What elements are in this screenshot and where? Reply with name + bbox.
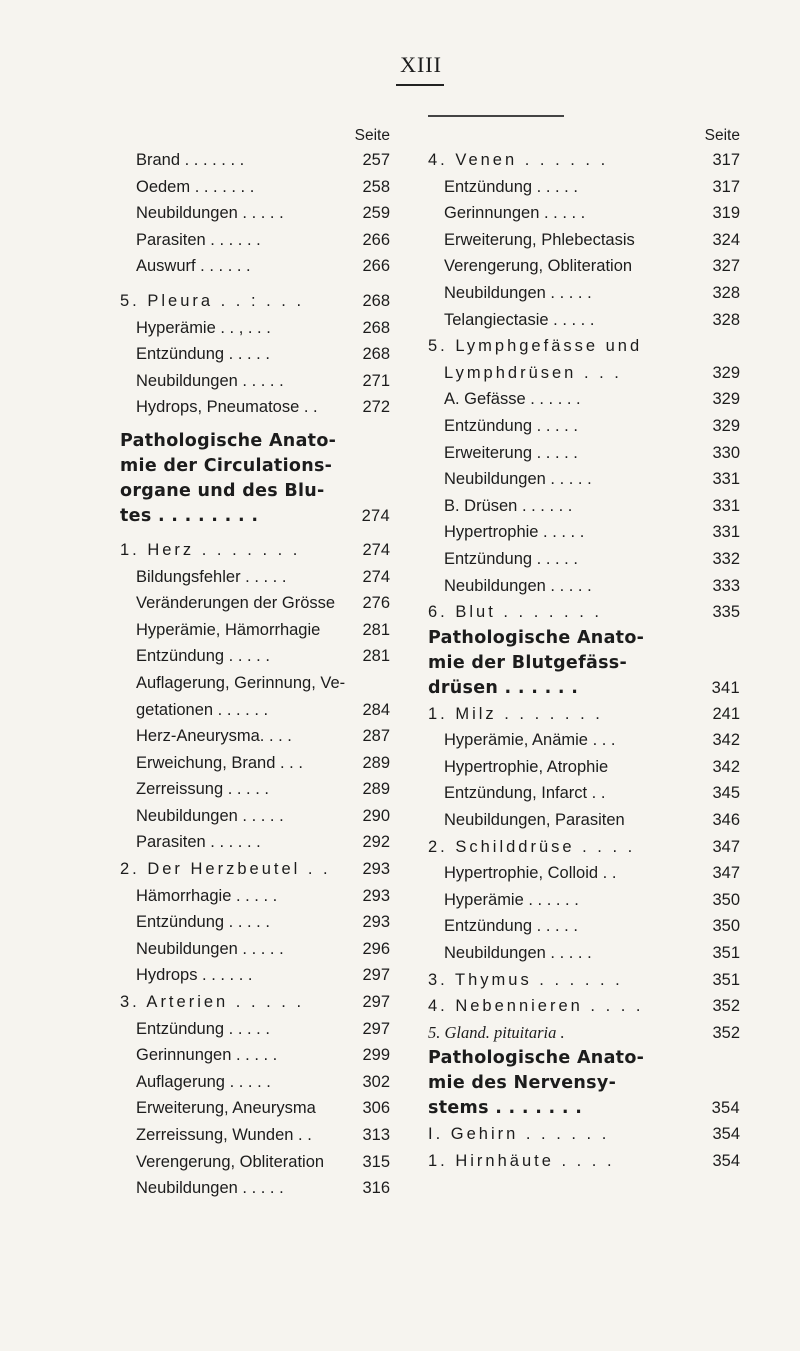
toc-entry [428, 834, 740, 861]
spacer [120, 280, 390, 288]
page-ref: 342 [712, 731, 740, 750]
page-ref: 317 [712, 151, 740, 169]
entry-label: Neubildungen . . . . . [136, 1179, 284, 1198]
entry-label: 4. Venen . . . . . . [428, 151, 609, 169]
page-ref: 352 [712, 997, 740, 1016]
toc-entry [428, 967, 740, 994]
section-heading-line: organe und des Blu- [120, 480, 325, 501]
page-ref: 290 [362, 806, 390, 825]
entry-label: 3. Thymus . . . . . . [428, 970, 623, 989]
page-ref: 329 [712, 390, 740, 409]
entry-label: Neubildungen, Parasiten [444, 811, 625, 830]
page-ref: 293 [362, 860, 390, 879]
entry-label: Neubildungen . . . . . [444, 944, 592, 963]
spacer [120, 529, 390, 537]
toc-subentry [120, 1069, 390, 1096]
page-column-header: Seite [354, 127, 390, 144]
page-ref: 258 [362, 177, 390, 196]
toc-subentry [428, 413, 740, 440]
toc-subentry [428, 227, 740, 254]
toc-entry [120, 989, 390, 1016]
toc-subentry [428, 519, 740, 546]
toc-subentry [428, 466, 740, 493]
right-column [428, 125, 740, 1175]
page-ref: 313 [362, 1126, 390, 1144]
page-ref: 342 [712, 757, 740, 776]
toc-subentry [120, 315, 390, 342]
toc-subentry [428, 940, 740, 967]
entry-label: Auflagerung, Gerinnung, Ve- [136, 673, 346, 692]
page-ref: 335 [712, 603, 740, 622]
page-ref: 331 [712, 523, 740, 542]
spacer [120, 421, 390, 429]
toc-subentry [428, 280, 740, 307]
toc-subentry [428, 913, 740, 940]
page-ref: 299 [362, 1046, 390, 1065]
entry-label: Neubildungen . . . . . [136, 371, 284, 390]
toc-subentry [428, 780, 740, 807]
page-ref: 276 [362, 594, 390, 613]
page-ref: 329 [712, 416, 740, 435]
entry-label: 5. Pleura . . : . . . [120, 291, 305, 310]
page-ref: 289 [362, 780, 390, 799]
page-ref: 316 [362, 1179, 390, 1198]
entry-label: Auswurf . . . . . . [136, 257, 251, 276]
page-ref: 274 [362, 567, 390, 586]
entry-label: 2. Der Herzbeutel . . [120, 860, 331, 879]
toc-subentry [428, 754, 740, 781]
entry-label: Hydrops, Pneumatose . . [136, 398, 318, 417]
page-ref: 327 [712, 257, 740, 276]
toc-subentry [120, 590, 390, 617]
section-heading-line: mie der Blutgefäss- [428, 652, 628, 673]
page-ref: 347 [712, 864, 740, 883]
page-ref: 351 [712, 970, 740, 989]
page-ref: 317 [712, 177, 740, 196]
section-heading-line: mie der Circulations- [120, 455, 333, 476]
section-heading [428, 626, 740, 701]
entry-label: 1. Hirnhäute . . . . [428, 1152, 615, 1170]
toc-subentry [120, 670, 390, 697]
page-ref: 332 [712, 549, 740, 568]
entry-label: 1. Milz . . . . . . . [428, 704, 603, 723]
toc-subentry [120, 909, 390, 936]
toc-subentry [120, 368, 390, 395]
entry-label: Gerinnungen . . . . . [136, 1046, 278, 1065]
entry-label: Hypertrophie . . . . . [444, 523, 585, 542]
toc-subentry [428, 493, 740, 520]
entry-label: Hyperämie . . , . . . [136, 318, 271, 337]
page-ref: 354 [712, 1152, 740, 1170]
toc-subentry [120, 147, 390, 174]
toc-subentry [428, 573, 740, 600]
entry-label: Hyperämie . . . . . . [444, 890, 579, 909]
toc-subentry [428, 887, 740, 914]
toc-subentry [120, 1095, 390, 1122]
toc-subentry [120, 1175, 390, 1202]
page-ref: 331 [712, 470, 740, 489]
entry-label: Hyperämie, Hämorrhagie [136, 620, 321, 639]
toc-subentry [120, 227, 390, 254]
section-heading-line: Pathologische Anato- [428, 1048, 645, 1069]
page-ref: 274 [362, 540, 390, 559]
page-ref: 296 [362, 939, 390, 958]
right-entries [428, 147, 740, 1175]
toc-subentry [428, 546, 740, 573]
toc-entry [428, 1020, 740, 1047]
page-number-rule [396, 84, 444, 86]
toc-entry [428, 599, 740, 626]
page-ref: 293 [362, 913, 390, 932]
toc-subentry [120, 962, 390, 989]
toc-subentry [428, 307, 740, 334]
toc-entry [428, 993, 740, 1020]
toc-subentry [120, 723, 390, 750]
entry-label: Lymphdrüsen . . . [444, 363, 622, 382]
toc-subentry [120, 776, 390, 803]
toc-subentry [120, 936, 390, 963]
toc-subentry [120, 253, 390, 280]
entry-label: B. Drüsen . . . . . . [444, 496, 573, 515]
entry-label: Gerinnungen . . . . . [444, 204, 586, 223]
toc-subentry [428, 440, 740, 467]
entry-label: Erweiterung, Phlebectasis [444, 230, 635, 249]
left-entries [120, 147, 390, 1202]
entry-label: Entzündung . . . . . [444, 177, 578, 196]
page-ref: 266 [362, 230, 390, 249]
page-ref: 346 [712, 811, 740, 830]
entry-label: I. Gehirn . . . . . . [428, 1125, 610, 1144]
page-ref: 281 [362, 620, 390, 639]
page-column-header: Seite [704, 127, 740, 144]
page-ref: 259 [362, 204, 390, 223]
section-heading [428, 1046, 740, 1121]
page-ref: 284 [362, 700, 390, 719]
toc-subentry [120, 829, 390, 856]
page-ref: 345 [712, 784, 740, 803]
toc-subentry [120, 1149, 390, 1176]
entry-label: Hyperämie, Anämie . . . [444, 731, 616, 750]
page-ref: 330 [712, 443, 740, 462]
page-ref: 257 [362, 151, 390, 169]
toc-subentry [428, 386, 740, 413]
page-ref: 329 [712, 363, 740, 382]
page-ref: 287 [362, 727, 390, 746]
toc-subentry [120, 750, 390, 777]
entry-label: Erweichung, Brand . . . [136, 753, 303, 772]
toc-entry [428, 360, 740, 387]
page-ref: 350 [712, 890, 740, 909]
page-ref: 266 [362, 257, 390, 276]
entry-label: 5. Gland. pituitaria . [428, 1022, 565, 1042]
page-ref: 241 [712, 704, 740, 723]
entry-label: 6. Blut . . . . . . . [428, 603, 602, 622]
entry-label: Hypertrophie, Colloid . . [444, 864, 617, 883]
page-ref: 268 [362, 318, 390, 337]
entry-label: 4. Nebennieren . . . . [428, 997, 644, 1016]
page-number: XIII [400, 52, 442, 77]
toc-subentry [120, 394, 390, 421]
section-heading-line: Pathologische Anato- [428, 627, 645, 648]
page-ref: 324 [712, 230, 740, 249]
entry-label: 2. Schilddrüse . . . . [428, 837, 636, 856]
entry-label: getationen . . . . . . [136, 700, 269, 719]
page-ref: 292 [362, 833, 390, 852]
page-ref: 272 [362, 398, 390, 417]
entry-label: Parasiten . . . . . . [136, 833, 261, 852]
page-ref: 297 [362, 993, 390, 1012]
entry-label: Neubildungen . . . . . [444, 470, 592, 489]
entry-label: Telangiectasie . . . . . [444, 310, 595, 329]
entry-label: Oedem . . . . . . . [136, 177, 255, 196]
toc-entry [428, 701, 740, 728]
page-ref: 281 [362, 647, 390, 666]
toc-subentry [428, 253, 740, 280]
entry-label: A. Gefässe . . . . . . [444, 390, 581, 409]
entry-label: Zerreissung . . . . . [136, 780, 269, 799]
toc-subentry [120, 1016, 390, 1043]
page-ref: 315 [362, 1152, 390, 1171]
page-ref: 331 [712, 496, 740, 515]
page-ref: 354 [712, 1125, 740, 1144]
page-ref: 333 [712, 576, 740, 595]
page-ref: 347 [712, 837, 740, 856]
toc-entry [120, 537, 390, 564]
section-heading-line: Pathologische Anato- [120, 430, 337, 451]
entry-label: Neubildungen . . . . . [444, 576, 592, 595]
section-heading-line: mie des Nervensy- [428, 1073, 617, 1094]
toc-subentry [120, 564, 390, 591]
entry-label: Neubildungen . . . . . [136, 806, 284, 825]
page-ref: 297 [362, 966, 390, 985]
entry-label: Brand . . . . . . . [136, 151, 245, 169]
entry-label: Entzündung . . . . . [136, 1019, 270, 1038]
page-ref: 354 [711, 1099, 740, 1118]
section-heading-line: stems . . . . . . . [428, 1098, 583, 1119]
toc-subentry [120, 643, 390, 670]
page-ref: 328 [712, 283, 740, 302]
toc-subentry [120, 174, 390, 201]
entry-label: Herz-Aneurysma. . . . [136, 727, 292, 746]
entry-label: Veränderungen der Grösse [136, 594, 336, 613]
entry-label: Neubildungen . . . . . [444, 283, 592, 302]
entry-label: Entzündung . . . . . [444, 549, 578, 568]
toc-entry [120, 288, 390, 315]
entry-label: Neubildungen . . . . . [136, 939, 284, 958]
toc-subentry [120, 803, 390, 830]
toc-entry [428, 333, 740, 360]
entry-label: Entzündung . . . . . [136, 345, 270, 364]
toc-entry [428, 147, 740, 174]
entry-label: Erweiterung . . . . . [444, 443, 578, 462]
page-ref: 297 [362, 1019, 390, 1038]
toc-entry [428, 1148, 740, 1175]
page-ref: 352 [712, 1023, 740, 1042]
page-ref: 268 [362, 345, 390, 364]
toc-subentry [120, 200, 390, 227]
toc-subentry [120, 1122, 390, 1149]
toc-entry [120, 856, 390, 883]
page-ref: 341 [711, 678, 740, 697]
page-ref: 289 [362, 753, 390, 772]
toc-entry [428, 1121, 740, 1148]
entry-label: Hypertrophie, Atrophie [444, 757, 609, 776]
entry-label: Parasiten . . . . . . [136, 230, 261, 249]
toc-subentry [120, 697, 390, 724]
page-ref: 350 [712, 917, 740, 936]
section-heading-line: tes . . . . . . . . [120, 505, 259, 526]
toc-subentry [120, 1042, 390, 1069]
toc-subentry [120, 341, 390, 368]
toc-subentry [120, 883, 390, 910]
page-ref: 302 [362, 1072, 390, 1091]
column-divider-rule [428, 115, 564, 117]
toc-subentry [428, 727, 740, 754]
toc-subentry [428, 174, 740, 201]
entry-label: Entzündung . . . . . [136, 913, 270, 932]
page-ref: 351 [712, 944, 740, 963]
page-ref: 268 [362, 291, 390, 310]
page-ref: 293 [362, 886, 390, 905]
page-ref: 271 [362, 371, 390, 390]
entry-label: Verengerung, Obliteration [136, 1152, 325, 1171]
left-column [120, 125, 390, 1202]
entry-label: Auflagerung . . . . . [136, 1072, 271, 1091]
toc-subentry [428, 860, 740, 887]
toc-subentry [428, 807, 740, 834]
entry-label: Zerreissung, Wunden . . [136, 1126, 312, 1144]
page-ref: 274 [361, 506, 390, 525]
page-ref: 319 [712, 204, 740, 223]
toc-subentry [428, 200, 740, 227]
entry-label: Bildungsfehler . . . . . [136, 567, 287, 586]
entry-label: Verengerung, Obliteration [444, 257, 633, 276]
section-heading-line: drüsen . . . . . . [428, 677, 579, 698]
entry-label: Entzündung . . . . . [444, 416, 578, 435]
toc-subentry [120, 617, 390, 644]
entry-label: Entzündung . . . . . [136, 647, 270, 666]
entry-label: Entzündung . . . . . [444, 917, 578, 936]
entry-label: Hämorrhagie . . . . . [136, 886, 278, 905]
section-heading [120, 429, 390, 529]
page-ref: 306 [362, 1099, 390, 1118]
entry-label: Hydrops . . . . . . [136, 966, 253, 985]
entry-label: Neubildungen . . . . . [136, 204, 284, 223]
entry-label: 5. Lymphgefässe und [428, 337, 643, 356]
entry-label: 1. Herz . . . . . . . [120, 540, 301, 559]
entry-label: Erweiterung, Aneurysma [136, 1099, 316, 1118]
entry-label: Entzündung, Infarct . . [444, 784, 606, 803]
entry-label: 3. Arterien . . . . . [120, 993, 305, 1012]
page-ref: 328 [712, 310, 740, 329]
